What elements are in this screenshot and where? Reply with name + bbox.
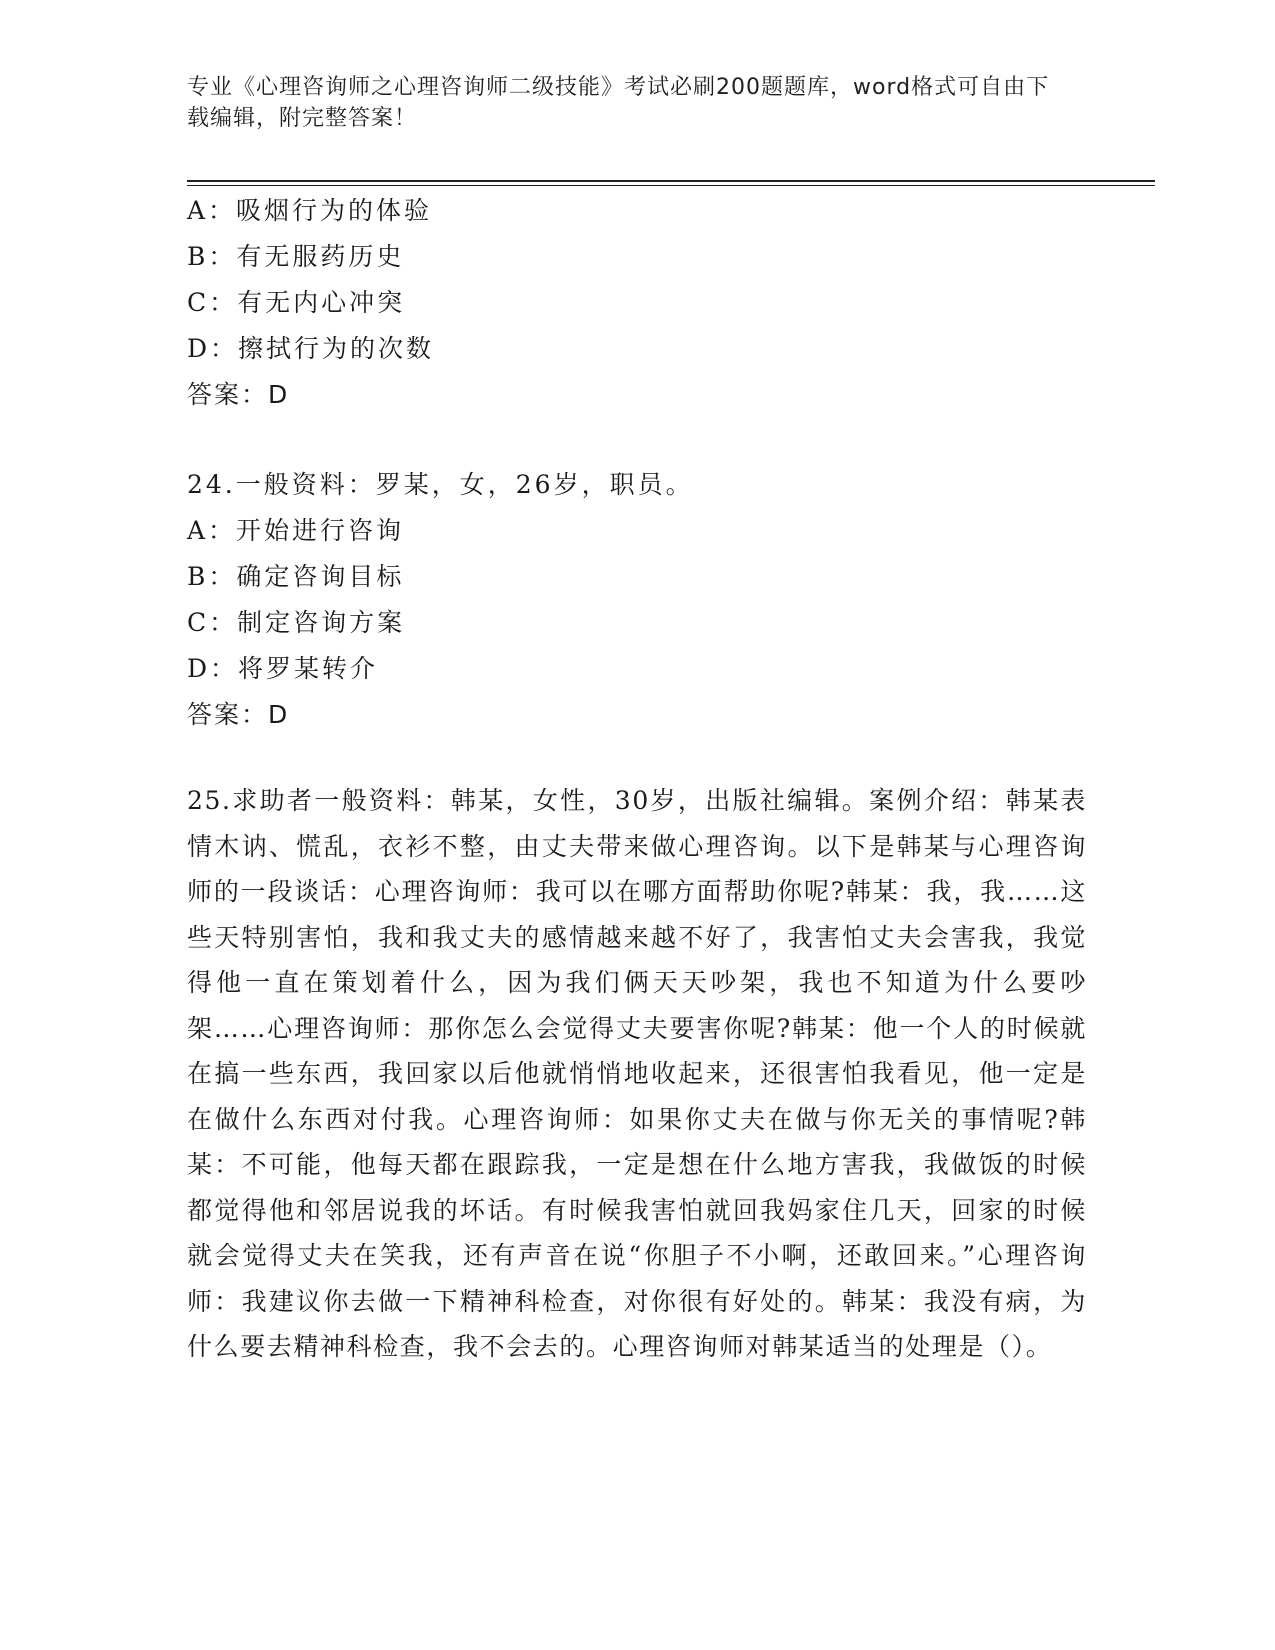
option-b: B：有无服药历史 — [187, 242, 405, 271]
question-text: 24.一般资料：罗某，女，26岁，职员。 — [187, 470, 694, 499]
header-rule-thin — [187, 185, 1155, 186]
option-c: C：制定咨询方案 — [187, 608, 406, 637]
option-d: D：将罗某转介 — [187, 654, 379, 683]
question-24-block — [187, 462, 1087, 738]
answer-text: 答案：D — [187, 380, 290, 409]
document-header: 专业《心理咨询师之心理咨询师二级技能》考试必刷200题题库，word格式可自由下载编辑，附完整答案！ — [187, 75, 1050, 131]
document-body — [187, 188, 1087, 1370]
question-text: 25.求助者一般资料：韩某，女性，30岁，出版社编辑。案例介绍：韩某表情木讷、慌乱，衣衫不整，由丈夫带来做心理咨询。以下是韩某与心理咨询师的一段谈话：心理咨询师：我可以在哪方面帮助你呢?韩某：我，我……这些天特别害怕，我和我丈夫的感情越来越不好了，我害怕丈夫会害我，我觉得他一直在策划着什么，因为我们俩天天吵架，我也不知道为什么要吵架……心理咨询师：那你怎么会觉得丈夫要害你呢?韩某：他一个人的时候就在搞一些东西，我回家以后他就悄悄地收起来，还很害怕我看见，他一定是在做什么东西对付我。心理咨询师：如果你丈夫在做与你无关的事情呢?韩某：不可能，他每天都在跟踪我，一定是想在什么地方害我，我做饭的时候都觉得他和邻居说我的坏话。有时候我害怕就回我妈家住几天，回家的时候就会觉得丈夫在笑我，还有声音在说“你胆子不小啊，还敢回来。”心理咨询师：我建议你去做一下精神科检查，对你很有好处的。韩某：我没有病，为什么要去精神科检查，我不会去的。心理咨询师对韩某适当的处理是（）。 — [187, 786, 1087, 1361]
question-23-block — [187, 188, 1087, 418]
header-rule-thick — [187, 180, 1155, 182]
option-b: B：确定咨询目标 — [187, 562, 405, 591]
option-d: D：擦拭行为的次数 — [187, 334, 435, 363]
answer-text: 答案：D — [187, 700, 290, 729]
option-a: A：吸烟行为的体验 — [187, 196, 433, 225]
option-a: A：开始进行咨询 — [187, 516, 405, 545]
option-c: C：有无内心冲突 — [187, 288, 406, 317]
question-25-block — [187, 778, 1087, 1370]
